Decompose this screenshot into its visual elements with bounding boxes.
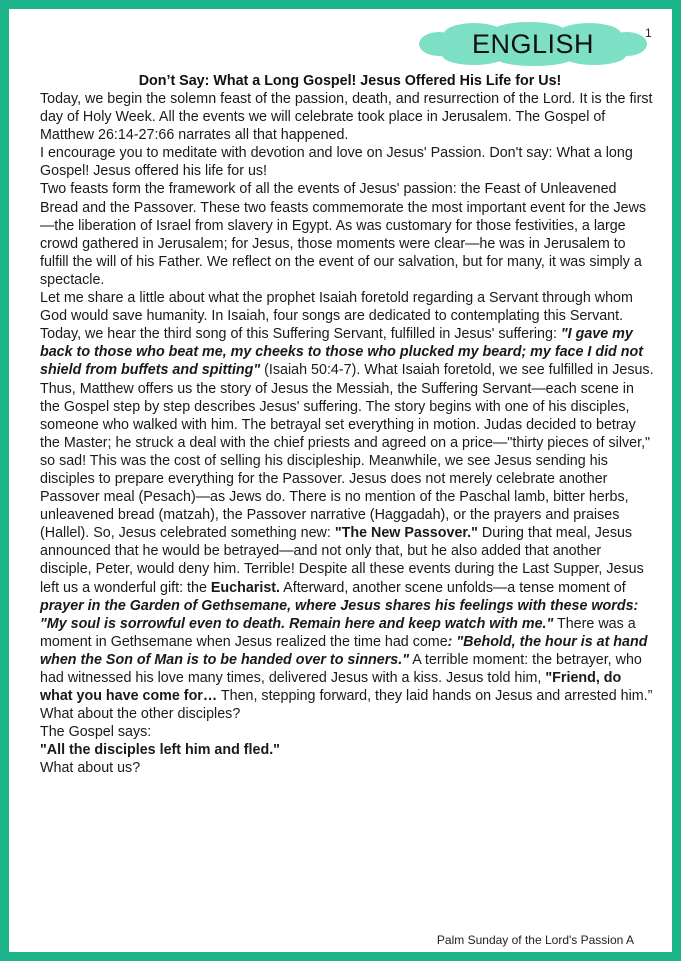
paragraph: Two feasts form the framework of all the events of Jesus' passion: the Feast of Unleavened Bread and the Passover. These two feasts commemorate the most important event for the Jews—the liberation of Israel from slavery in Egypt. As was customary for those festivities, a large crowd gathered in Jerusalem; for Jesus, those moments were clear—he was in Jerusalem to fulfill the will of his Father. We reflect on the event of our salvation, but for many, it was simply a spectacle. — [40, 181, 647, 288]
eucharist-emphasis: Eucharist. — [210, 579, 280, 596]
new-passover-emphasis: "The New Passover." — [334, 525, 478, 542]
text-run: (Isaiah 50:4-7). What Isaiah foretold, we see fulfilled in Jesus. Thus, Matthew offers us the story of Jesus the Messiah, the Suffering Servant—each scene in the Gospel step by step describes Jesus' suffering. The story begins with one of his disciples, someone who walked with him. The betrayal set everything in motion. Judas decided to betray the Master; he struck a deal with the chief priests and agreed on a price—"thirty pieces of silver," so sad! This was the cost of selling his discipleship. Meanwhile, we see Jesus sending his disciples to prepare everything for the Passover. Jesus does not merely celebrate another Passover meal (Pesach)—as Jews do. There is no mention of the Paschal lamb, bitter herbs, unleavened bread (matzah), the Passover narrative (Haggadah), or the prayers and praises (Hallel). So, Jesus celebrated something new: — [40, 362, 654, 542]
language-label: ENGLISH — [471, 29, 595, 59]
isaiah-quote: "I gave my back to those who beat me, my cheeks to those who plucked my beard; my face I did not shield from buffets and spitting" — [40, 326, 643, 379]
text-run: Then, stepping forward, they laid hands on Jesus and arrested him.” — [217, 688, 653, 705]
text-run: During that meal, Jesus announced that he would be betrayed—and not only that, but he also added that another disciple, Peter, would deny him. Terrible! Despite all these events during the Last Supper, Jesus left us a wonderful gift: the — [40, 525, 644, 596]
gospel-quote: "All the disciples left him and fled." — [40, 742, 280, 759]
text-run: Let me share a little about what the prophet Isaiah foretold regarding a Servant through whom God would save humanity. In Isaiah, four songs are dedicated to contemplating this Servant. Today, we hear the third song of this Suffering Servant, fulfilled in Jesus' suffering: — [40, 290, 633, 343]
article-title: Don’t Say: What a Long Gospel! Jesus Offered His Life for Us! — [138, 73, 562, 89]
paragraph — [40, 289, 656, 705]
article-body — [40, 90, 656, 778]
paragraph: What about us? — [40, 760, 141, 777]
paragraph: The Gospel says: — [40, 724, 152, 741]
hour-quote: : "Behold, the hour is at hand when the Son of Man is to be handed over to sinners." — [40, 633, 648, 668]
friend-quote: "Friend, do what you have come for… — [40, 670, 622, 705]
text-run: There was a moment in Gethsemane when Jesus realized the time had come — [40, 615, 636, 650]
paragraph: I encourage you to meditate with devotion and love on Jesus' Passion. Don't say: What a long Gospel! Jesus offered his life for us! — [40, 145, 633, 180]
text-run: A terrible moment: the betrayer, who had witnessed his love many times, delivered Jesus with a kiss. Jesus told him, — [40, 651, 642, 686]
gethsemane-quote: prayer in the Garden of Gethsemane, where Jesus shares his feelings with these words: "My soul is sorrowful even to death. Remain here and keep watch with me." — [40, 597, 639, 632]
language-badge — [419, 22, 647, 66]
page-number: 1 — [645, 26, 652, 40]
paragraph: Today, we begin the solemn feast of the passion, death, and resurrection of the Lord. It is the first day of Holy Week. All the events we will celebrate took place in Jerusalem. The Gospel of Matthew 26:14-27:66 narrates all that happened. — [40, 91, 653, 144]
footer-caption: Palm Sunday of the Lord's Passion A — [436, 933, 634, 947]
text-run: Afterward, another scene unfolds—a tense moment of — [280, 579, 626, 596]
paragraph: What about the other disciples? — [40, 706, 241, 723]
